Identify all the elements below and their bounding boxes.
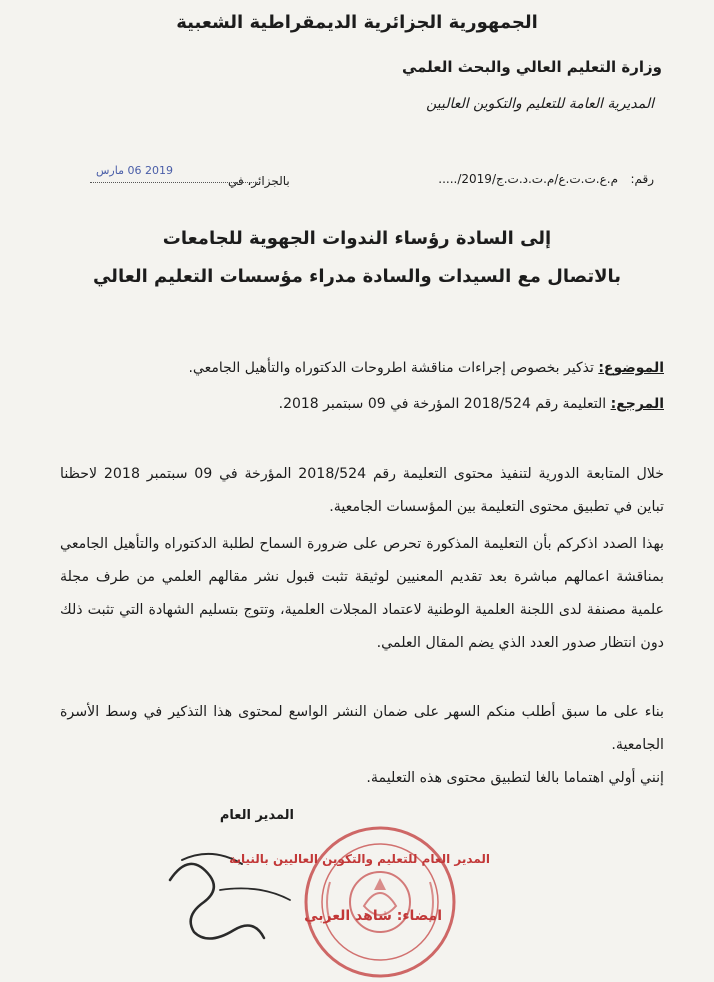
reference-text: التعليمة رقم 2018/524 المؤرخة في 09 سبتمبر 2018. [278,396,607,412]
body-paragraph-4: إنني أولي اهتماما بالغا لتطبيق محتوى هذه التعليمة. [366,770,664,786]
subject-text: تذكير بخصوص إجراءات مناقشة اطروحات الدكتوراه والتأهيل الجامعي. [188,360,594,376]
addressee-line-2: بالاتصال مع السيدات والسادة مدراء مؤسسات التعليم العالي [92,266,622,287]
place-label: بالجزائر، في [228,174,290,188]
signer-title: المدير العام للتعليم والتكوين العاليين بالنيابة [229,852,490,866]
signer-name-line [304,908,442,924]
sign-label: امضاء: [396,908,442,924]
subject-label: الموضوع: [598,360,664,376]
republic-heading: الجمهورية الجزائرية الديمقراطية الشعبية [176,12,538,33]
body-paragraph-2: بهذا الصدد اذكركم بأن التعليمة المذكورة تحرص على ضرورة السماح لطلبة الدكتوراه والتأهيل الجامعي بمناقشة اعمالهم مباشرة بعد تقديم المعنيين لوثيقة تثبت قبول نشر مقالهم العلمي من طرف مجلة علمية مصنفة لدى اللجنة العلمية الوطنية لاعتماد المجلات العلمية، وتتوج بتسليم الشهادة التي تثبت ذلك دون انتظار صدور العدد الذي يضم المقال العلمي. [60,536,664,651]
signatory-title: المدير العام [219,808,294,823]
body-paragraph-1: خلال المتابعة الدورية لتنفيذ محتوى التعليمة رقم 2018/524 المؤرخة في 09 سبتمبر 2018 لاحظنا تباين في تطبيق محتوى التعليمة بين المؤسسات الجامعية. [60,466,664,515]
reference-number-label: رقم: [630,172,654,186]
date-value: 2019 06 مارس [96,164,173,177]
handwritten-signature [130,820,550,952]
reference-number: ...../م.ع.ت.ت.ع/م.ت.د.ت.ج/2019 [438,172,618,186]
ministry-name: وزارة التعليم العالي والبحث العلمي [401,58,662,76]
addressee-line-1: إلى السادة رؤساء الندوات الجهوية للجامعات [162,228,552,249]
reference-label: المرجع: [610,396,664,412]
directorate-name: المديرية العامة للتعليم والتكوين العاليين [426,96,654,112]
signer-name: شاهد العربي [304,908,392,924]
subject-line [188,360,664,376]
reference-line [279,396,664,412]
body-paragraph-3: بناء على ما سبق أطلب منكم السهر على ضمان النشر الواسع لمحتوى هذا التذكير في وسط الأسرة الجامعية. [60,704,664,753]
date-dotted-line [90,182,260,183]
